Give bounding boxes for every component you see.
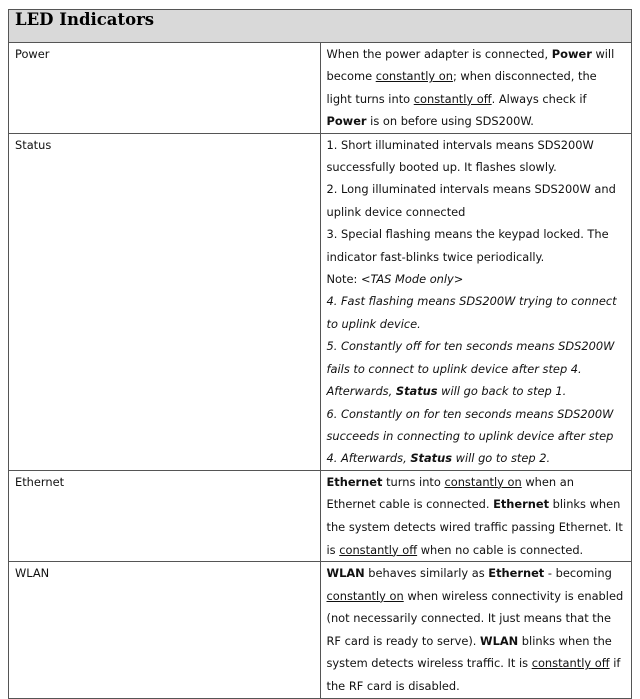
term-constantly-on: constantly on [375,69,453,84]
text: 6. Constantly on for ten seconds means SDS200W succeeds in connecting to uplink device after step 4. Afterwards, [326,406,614,466]
text: is on before using SDS200W. [366,114,534,129]
text: will become [326,47,615,84]
status-item-3: 3. Special flashing means the keypad locked. The indicator fast-blinks twice periodically. [326,227,609,264]
row-desc-wlan [320,562,632,699]
term-status: Status [410,451,453,466]
term-constantly-on: constantly on [444,474,522,489]
term-power: Power [326,114,367,129]
status-note [327,268,626,290]
term-ethernet: Ethernet [326,474,383,489]
row-label-power: Power [9,43,321,134]
table-row-ethernet [9,470,632,561]
term-constantly-off: constantly off [413,91,492,106]
row-desc-power [320,43,632,134]
text: will go to step 2. [452,451,551,466]
text: behaves similarly as [364,566,489,581]
table-row-status [9,133,632,470]
term-constantly-off: constantly off [339,542,418,557]
text: blinks when the system detects wired traffic passing Ethernet. It is [326,497,623,557]
status-item-6 [327,403,626,470]
term-constantly-off: constantly off [531,656,610,671]
table-title: LED Indicators [9,10,632,43]
row-desc-status [320,133,632,470]
text: turns into [382,474,445,489]
term-status: Status [395,384,438,399]
row-label-wlan: WLAN [9,562,321,699]
text: blinks when the system detects wireless traffic. It is [326,633,612,671]
status-item-5 [327,335,626,402]
text: when wireless connectivity is enabled (not necessarily connected. It just means that the RF card is ready to serve). [326,588,624,648]
table-row-wlan [9,562,632,699]
text: if the RF card is disabled. [326,656,621,694]
text: will go back to step 1. [437,384,567,399]
term-ethernet: Ethernet [493,497,550,512]
status-item-2: 2. Long illuminated intervals means SDS200W and uplink device connected [326,182,616,219]
text: ; when disconnected, the light turns into [326,69,597,106]
text: When the power adapter is connected, [326,47,552,61]
row-label-ethernet: Ethernet [9,470,321,561]
text: . Always check if [491,91,587,106]
note-label: Note: [326,272,361,287]
term-wlan: WLAN [480,633,519,648]
row-label-status: Status [9,133,321,470]
row-desc-ethernet [320,470,632,561]
status-item-1: 1. Short illuminated intervals means SDS200W successfully booted up. It flashes slowly. [326,137,594,175]
note-text: <TAS Mode only> [360,272,464,287]
term-wlan: WLAN [326,566,365,581]
term-constantly-on: constantly on [326,588,404,603]
table-row-power [9,43,632,134]
status-item-4: 4. Fast flashing means SDS200W trying to connect to uplink device. [326,294,617,331]
text: 5. Constantly off for ten seconds means SDS200W fails to connect to uplink device after step 4. Afterwards, [326,339,615,399]
text: - becoming [544,566,612,581]
table-header-row [9,10,632,43]
text: when no cable is connected. [417,542,584,557]
text: when an Ethernet cable is connected. [326,474,574,512]
led-indicators-table [8,9,632,699]
term-ethernet: Ethernet [488,566,545,581]
term-power: Power [551,47,592,61]
